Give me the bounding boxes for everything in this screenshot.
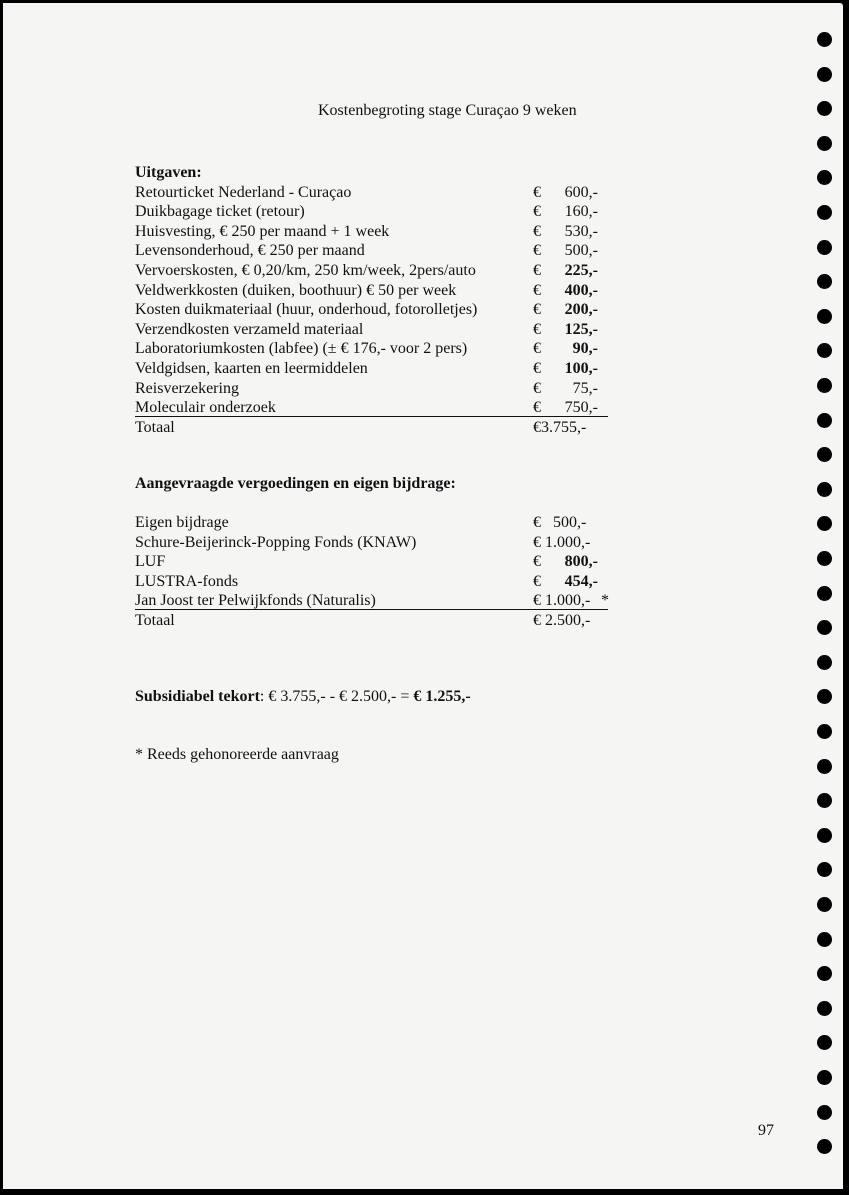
expense-label: Kosten duikmateriaal (huur, onderhoud, fotorolletjes) [135,301,478,319]
binder-hole [817,516,832,531]
funding-amount: € 500,- [533,514,587,531]
expense-amount: 100,- [564,359,598,377]
expenses-heading: Uitgaven: [135,164,202,181]
funding-total-row [135,611,615,631]
binder-hole [817,620,832,635]
page-number: 97 [758,1122,774,1139]
binder-hole [817,966,832,981]
total-value: € 2.500,- [533,611,591,629]
funding-label: Schure-Beijerinck-Popping Fonds (KNAW) [135,533,417,551]
currency-symbol: € [533,203,541,221]
total-label: Totaal [135,611,175,629]
expense-label: Moleculair onderzoek [135,399,276,417]
expense-amount: 500,- [564,242,598,260]
funding-row [135,533,615,553]
expense-row [135,379,615,399]
binder-hole [817,655,832,670]
funding-label: LUF [135,553,166,571]
funding-row [135,572,615,592]
binder-hole [817,309,832,324]
binder-hole [817,759,832,774]
binder-hole [817,447,832,462]
expense-label: Duikbagage ticket (retour) [135,203,305,221]
binder-hole [817,378,832,393]
funding-amount: € 1.000,- [533,592,591,610]
expense-amount: 530,- [564,222,598,240]
binder-hole [817,689,832,704]
funding-section [135,513,615,631]
binder-hole [817,170,832,185]
expense-amount: 90,- [572,340,598,358]
funding-row [135,513,615,533]
binder-hole [817,413,832,428]
currency-symbol: € [533,242,541,260]
expenses-total-row [135,418,615,438]
deficit-line [135,688,471,706]
binder-hole [817,1001,832,1016]
expense-row [135,261,615,281]
binder-hole [817,793,832,808]
binder-hole [817,1035,832,1050]
funding-label: Jan Joost ter Pelwijkfonds (Naturalis) [135,592,376,610]
currency-symbol: € [533,222,541,240]
funding-amount: 800,- [564,553,598,571]
funding-label: LUSTRA-fonds [135,572,239,590]
expense-row [135,339,615,359]
currency-symbol: € [533,399,541,417]
binder-hole [817,136,832,151]
expense-row [135,300,615,320]
currency-symbol: € [533,261,541,279]
currency-symbol: € [533,301,541,319]
funding-amount: € 1.000,- [533,533,591,551]
currency-symbol: € [533,281,541,299]
footnote-marker: * [601,592,609,610]
currency-symbol: € [533,379,541,397]
currency-symbol: € [533,572,541,590]
binder-hole [817,240,832,255]
binder-hole [817,274,832,289]
binder-hole [817,1105,832,1120]
expense-row [135,359,615,379]
deficit-calculation: : € 3.755,- - € 2.500,- = [259,688,414,705]
expense-label: Veldwerkkosten (duiken, boothuur) € 50 per week [135,281,457,299]
document-title: Kostenbegroting stage Curaçao 9 weken [318,102,577,119]
binder-hole [817,724,832,739]
binder-hole [817,343,832,358]
footnote: * Reeds gehonoreerde aanvraag [135,746,339,763]
deficit-result: € 1.255,- [413,688,471,705]
total-label: Totaal [135,418,175,436]
expense-row [135,183,615,203]
expense-amount: 75,- [572,379,598,397]
currency-symbol: € [533,320,541,338]
binder-hole [817,862,832,877]
funding-heading: Aangevraagde vergoedingen en eigen bijdrage: [135,475,456,492]
expense-amount: 200,- [564,301,598,319]
binder-hole [817,32,832,47]
binder-hole [817,101,832,116]
currency-symbol: € [533,553,541,571]
binder-hole [817,932,832,947]
funding-label: Eigen bijdrage [135,514,229,531]
binder-hole [817,551,832,566]
binder-hole [817,67,832,82]
expense-row [135,398,615,418]
expense-row [135,281,615,301]
funding-row [135,591,615,611]
expense-label: Veldgidsen, kaarten en leermiddelen [135,359,368,377]
expense-label: Huisvesting, € 250 per maand + 1 week [135,222,390,240]
expense-row [135,320,615,340]
expense-amount: 160,- [564,203,598,221]
expense-row [135,202,615,222]
expense-label: Verzendkosten verzameld materiaal [135,320,364,338]
expense-label: Levensonderhoud, € 250 per maand [135,242,365,260]
funding-amount: 454,- [564,572,598,590]
expense-label: Retourticket Nederland - Curaçao [135,183,352,201]
expense-amount: 125,- [564,320,598,338]
currency-symbol: € [533,359,541,377]
expense-amount: 600,- [564,183,598,201]
binder-hole [817,586,832,601]
expense-label: Reisverzekering [135,379,239,397]
expense-amount: 750,- [564,399,598,417]
currency-symbol: € [533,183,541,201]
deficit-label: Subsidiabel tekort [135,688,260,705]
binder-hole [817,1070,832,1085]
expense-amount: 225,- [564,261,598,279]
binder-hole [817,1139,832,1154]
binder-hole [817,482,832,497]
expense-label: Vervoerskosten, € 0,20/km, 250 km/week, 2pers/auto [135,261,476,279]
expense-row [135,241,615,261]
binder-hole [817,828,832,843]
binder-hole [817,897,832,912]
funding-row [135,552,615,572]
expense-label: Laboratoriumkosten (labfee) (± € 176,- voor 2 pers) [135,340,468,358]
expense-row [135,222,615,242]
binder-hole [817,205,832,220]
total-value: €3.755,- [533,418,587,436]
expenses-section [135,163,615,437]
currency-symbol: € [533,340,541,358]
expense-amount: 400,- [564,281,598,299]
